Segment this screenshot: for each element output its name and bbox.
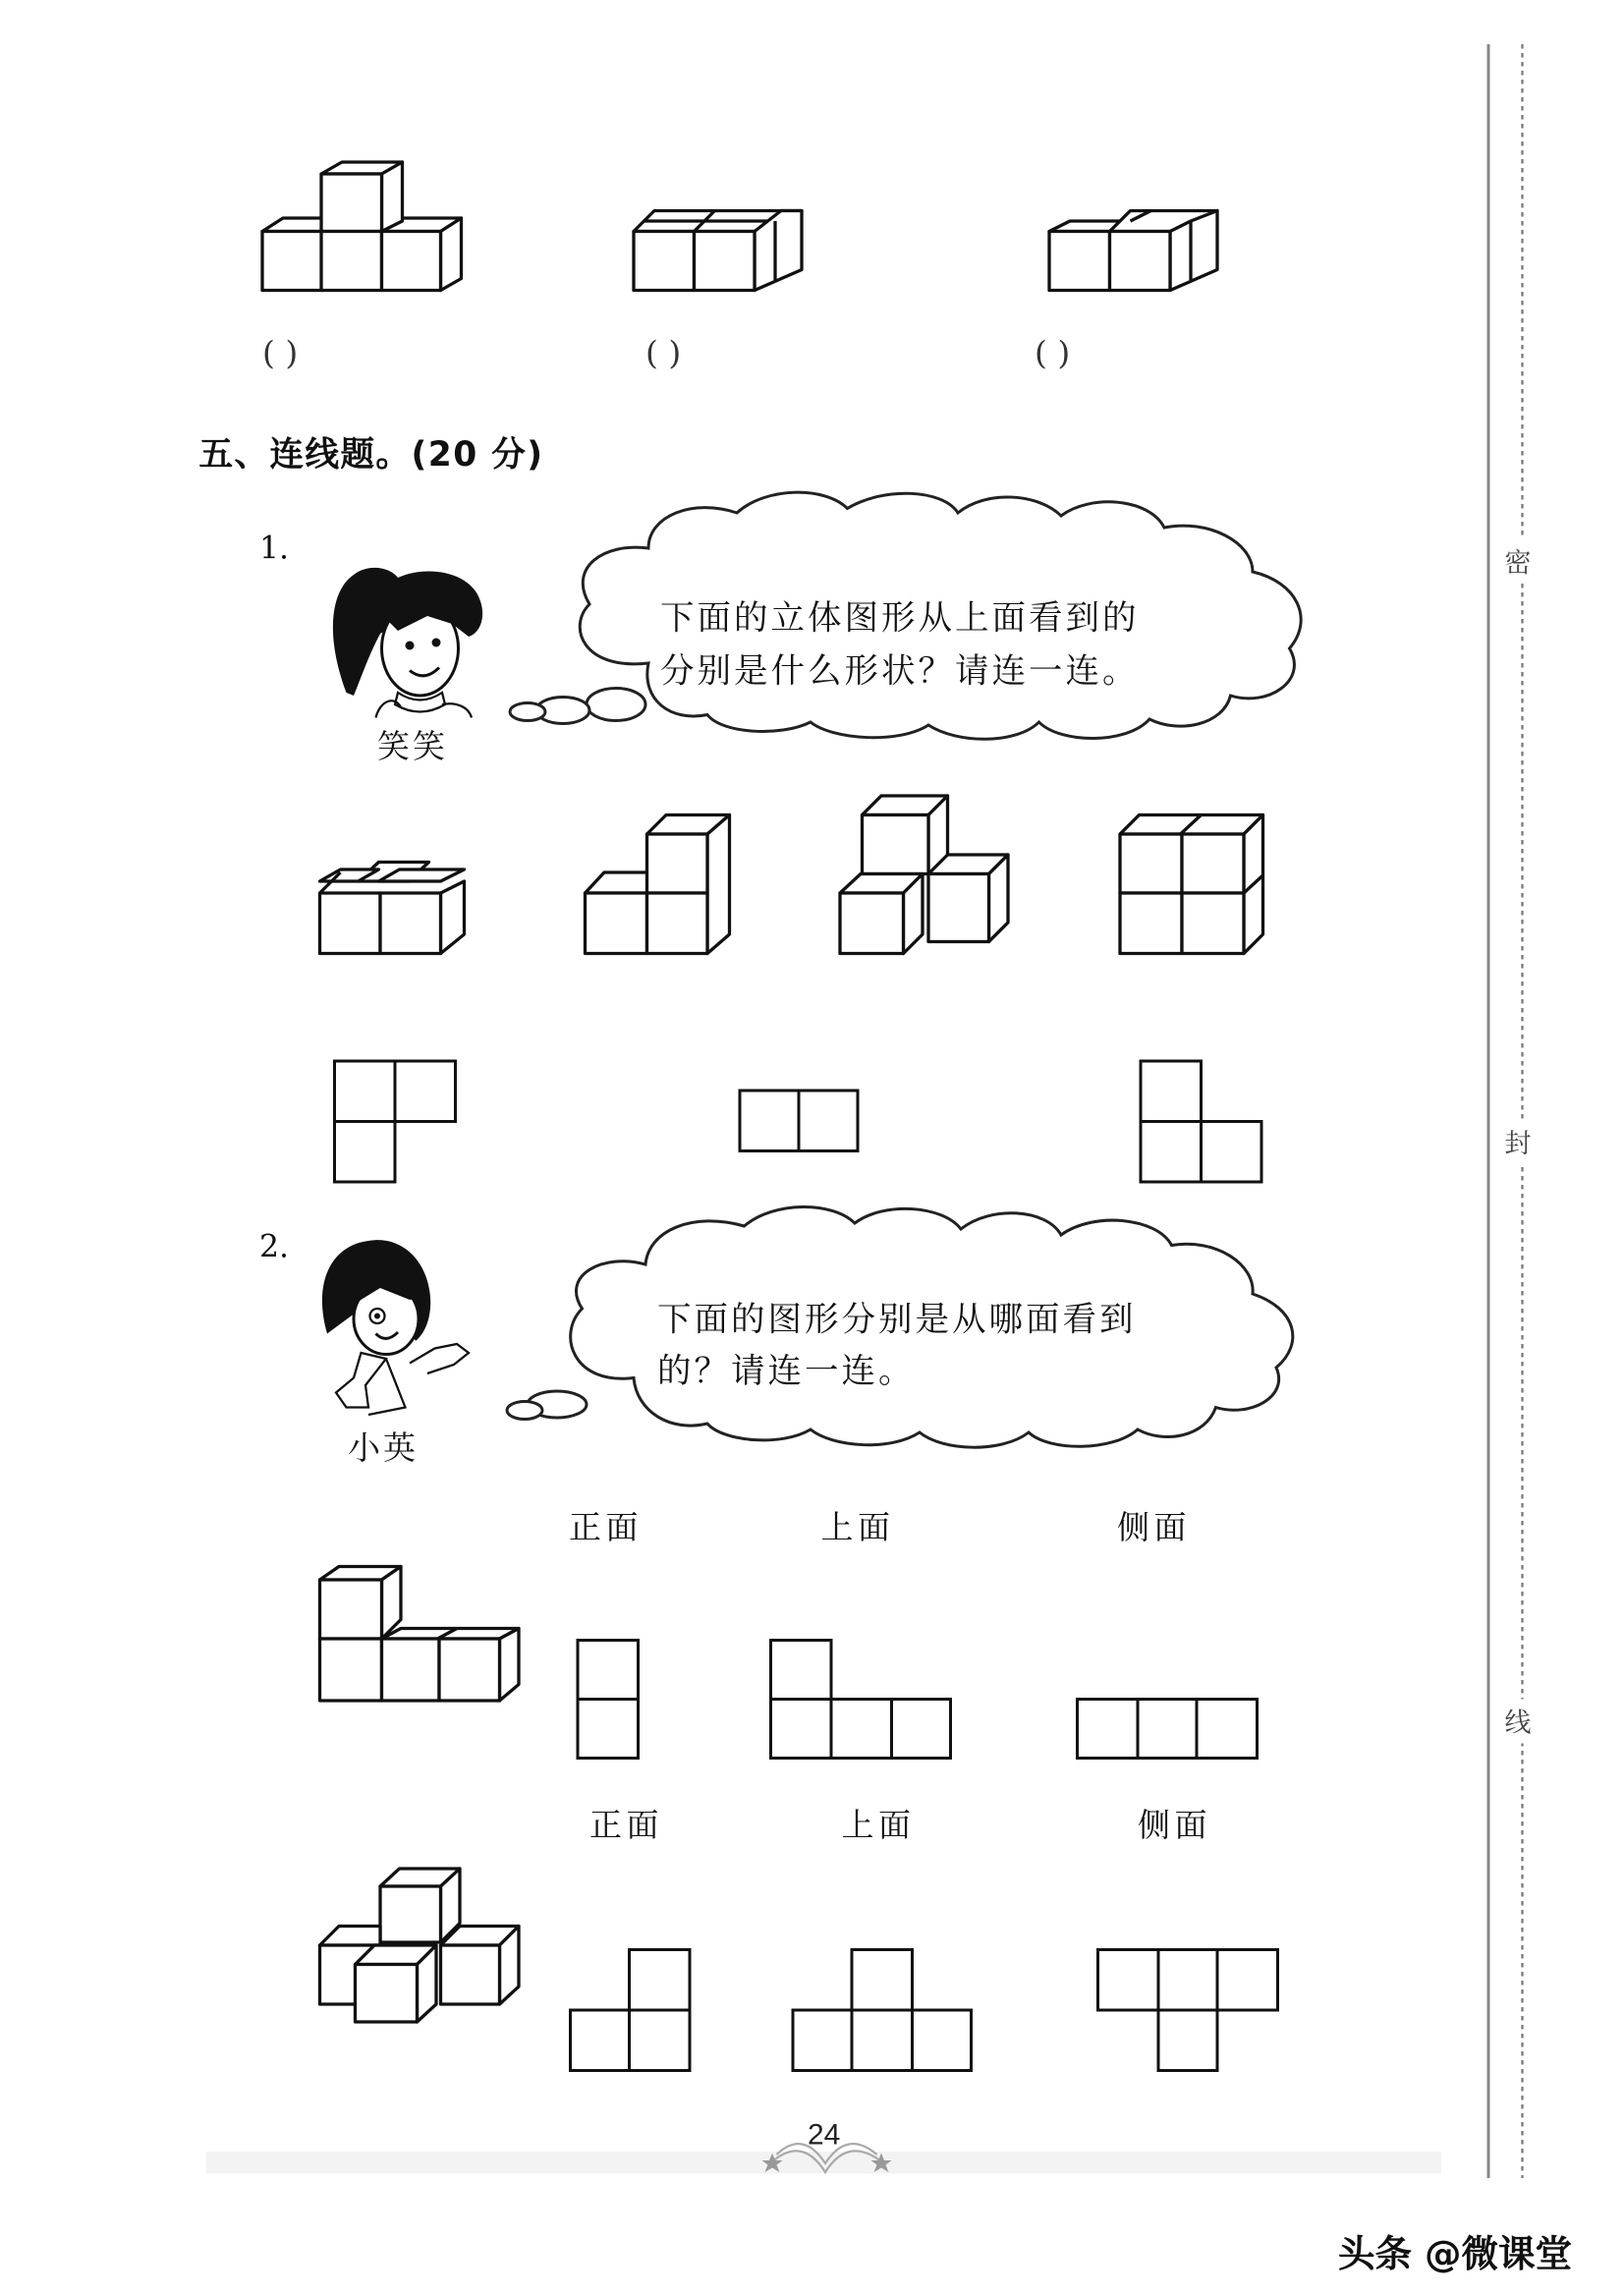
answer-blank-3[interactable]: ( ) [1035, 336, 1071, 373]
q2-solid-2 [320, 1869, 520, 2022]
q2-bubble-line-1: 下面的图形分别是从哪面看到 [657, 1301, 1137, 1340]
q1-solid-3 [840, 796, 1008, 954]
top-solid-1 [262, 162, 462, 291]
answer-blank-2[interactable]: ( ) [645, 336, 682, 373]
margin-char-seal-2: 封 [1505, 1120, 1532, 1164]
q1-view-3 [1141, 1061, 1261, 1182]
character-xiaoxiao-illustration [333, 568, 482, 718]
q2-row1-label-top: 上面 [820, 1510, 895, 1547]
q1-view-2 [740, 1091, 858, 1151]
top-solid-2 [634, 211, 802, 291]
binding-margin [1488, 44, 1523, 2178]
section-title: 五、连线题。(20 分) [198, 436, 544, 475]
q1-bubble-line-1: 下面的立体图形从上面看到的 [660, 599, 1140, 639]
q1-solid-1 [320, 863, 465, 954]
answer-blank-1[interactable]: ( ) [262, 336, 299, 373]
question-2-number: 2. [259, 1229, 290, 1264]
q2-row1-label-front: 正面 [569, 1510, 644, 1547]
q2-row2-label-top: 上面 [841, 1808, 916, 1845]
q2-row1-view-front [578, 1641, 639, 1759]
margin-char-seal-1: 密 [1505, 539, 1532, 584]
q2-row2-view-side [1098, 1950, 1278, 2071]
margin-char-seal-3: 线 [1505, 1700, 1532, 1744]
q2-bubble-line-2: 的？请连一连。 [657, 1353, 916, 1391]
q1-solid-4 [1120, 815, 1263, 954]
q2-row1-view-side [1078, 1700, 1258, 1759]
page-number: 24 [808, 2119, 841, 2152]
q1-view-1 [335, 1061, 456, 1182]
q2-row1-view-top [771, 1641, 951, 1759]
q2-row2-label-side: 侧面 [1138, 1808, 1212, 1845]
watermark: 头条 @微课堂 [1338, 2232, 1573, 2275]
character-name-xiaoxiao: 笑笑 [377, 729, 449, 766]
q2-row2-label-front: 正面 [589, 1808, 664, 1845]
question-1-number: 1. [259, 531, 290, 566]
character-xiaoying-illustration [322, 1240, 469, 1415]
top-solid-3 [1049, 211, 1217, 291]
q2-row1-label-side: 侧面 [1117, 1510, 1192, 1547]
q2-row2-view-front [571, 1950, 691, 2071]
q2-row2-view-top [793, 1950, 972, 2071]
q2-solid-1 [320, 1567, 520, 1702]
q1-bubble-line-2: 分别是什么形状？请连一连。 [660, 652, 1140, 692]
q1-solid-2 [586, 815, 730, 954]
character-name-xiaoying: 小英 [348, 1430, 420, 1468]
